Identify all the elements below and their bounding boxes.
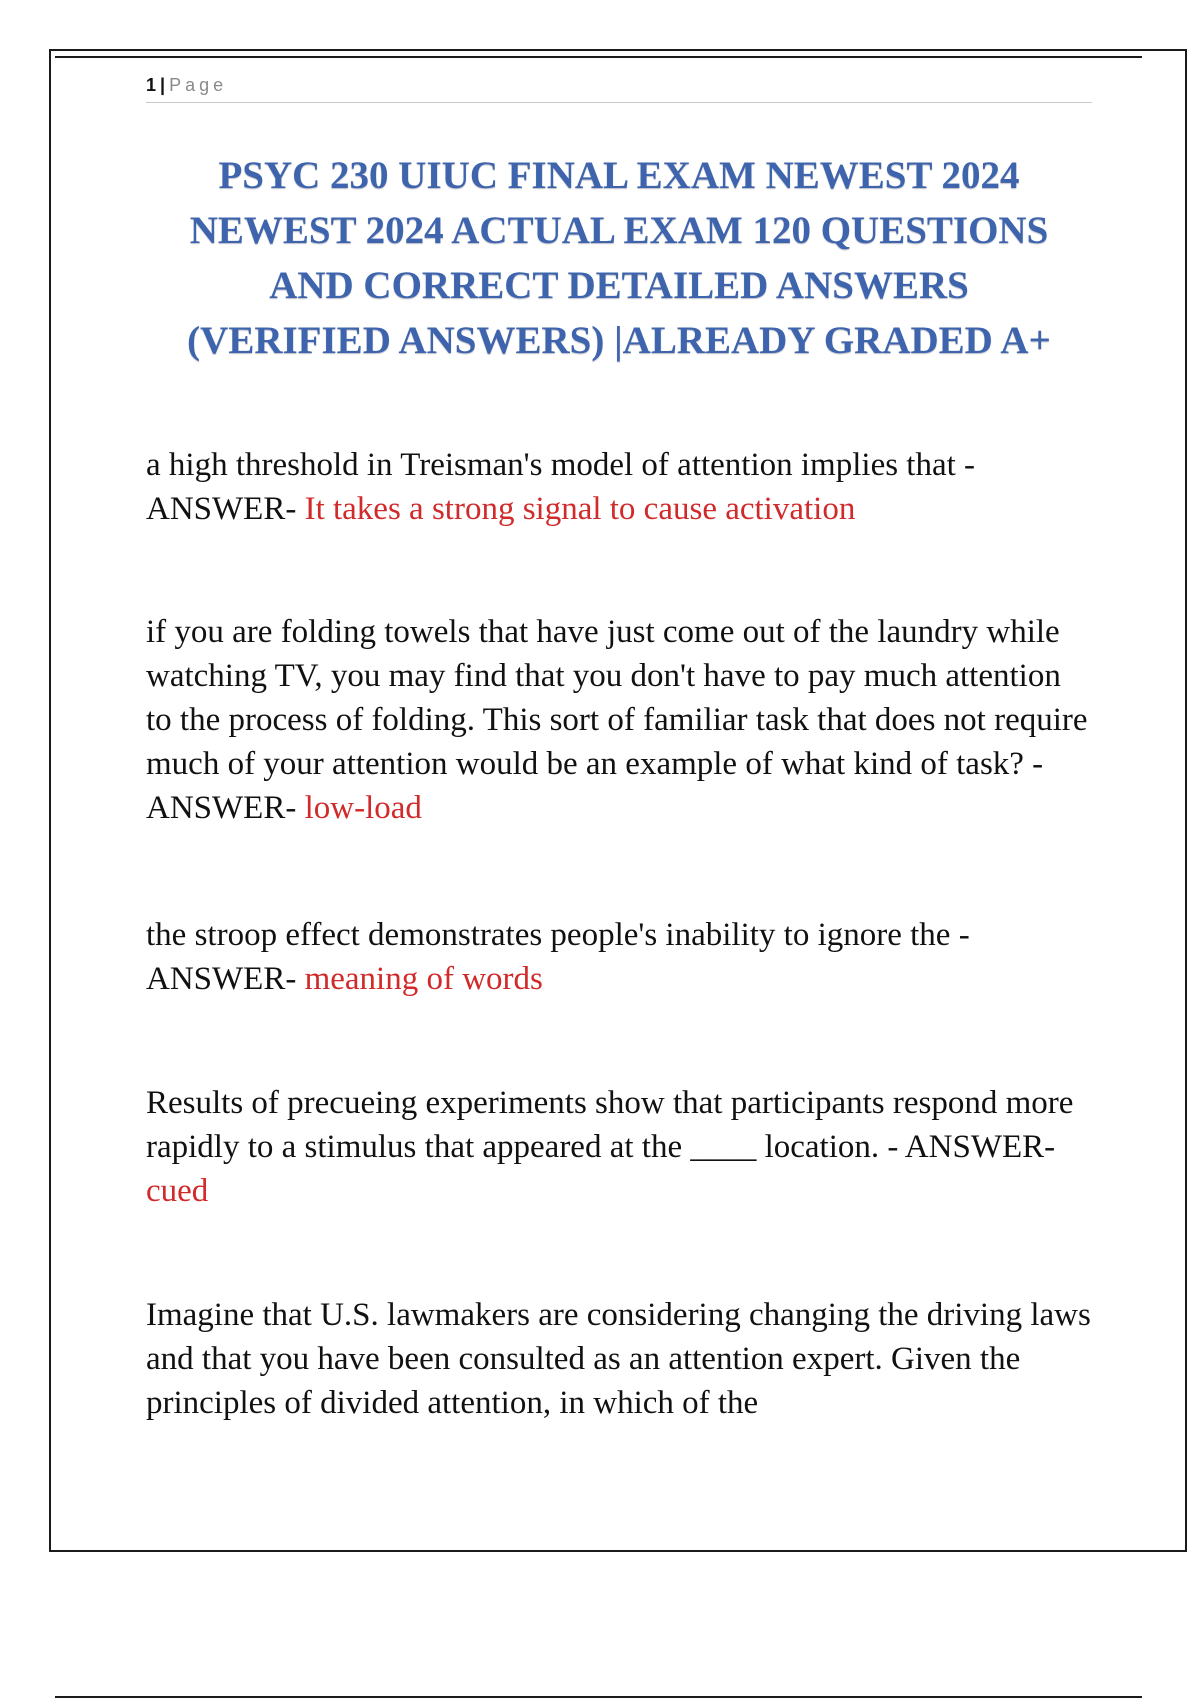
- title-line-4: (VERIFIED ANSWERS) |ALREADY GRADED A+: [187, 319, 1051, 362]
- document-title: [146, 148, 1092, 368]
- title-line-1: PSYC 230 UIUC FINAL EXAM NEWEST 2024: [218, 154, 1020, 197]
- question-text: Results of precueing experiments show that participants respond more rapidly to a stimulus that appeared at the ____ location. - ANSWER-: [146, 1085, 1074, 1165]
- question-text: Imagine that U.S. lawmakers are considering changing the driving laws and that you have been consulted as an attention expert. Given the principles of divided attention, in which of the: [146, 1297, 1091, 1421]
- bottom-rule: [55, 1696, 1142, 1698]
- title-line-3: AND CORRECT DETAILED ANSWERS: [269, 264, 969, 307]
- page-label: Page: [169, 75, 228, 95]
- question-block-4: [146, 1081, 1092, 1213]
- question-block-2: [146, 610, 1092, 830]
- answer-text: cued: [146, 1173, 209, 1209]
- page-number: 1: [146, 75, 157, 95]
- question-text: if you are folding towels that have just come out of the laundry while watching TV, you may find that you don't have to pay much attention to the process of folding. This sort of familiar task that does not require much of your attention would be an example of what kind of task? - ANSWER-: [146, 614, 1088, 826]
- question-text: a high threshold in Treisman's model of attention implies that - ANSWER-: [146, 447, 976, 527]
- title-line-2: NEWEST 2024 ACTUAL EXAM 120 QUESTIONS: [189, 209, 1049, 252]
- question-block-1: [146, 443, 1092, 531]
- answer-text: meaning of words: [304, 961, 543, 997]
- answer-text: It takes a strong signal to cause activation: [304, 491, 856, 527]
- page-header: [146, 72, 1092, 103]
- page-separator: |: [160, 75, 166, 95]
- answer-text: low-load: [304, 790, 422, 826]
- question-block-3: [146, 913, 1092, 1001]
- top-rule: [55, 56, 1142, 58]
- question-block-5: [146, 1293, 1092, 1425]
- question-text: the stroop effect demonstrates people's inability to ignore the - ANSWER-: [146, 917, 970, 997]
